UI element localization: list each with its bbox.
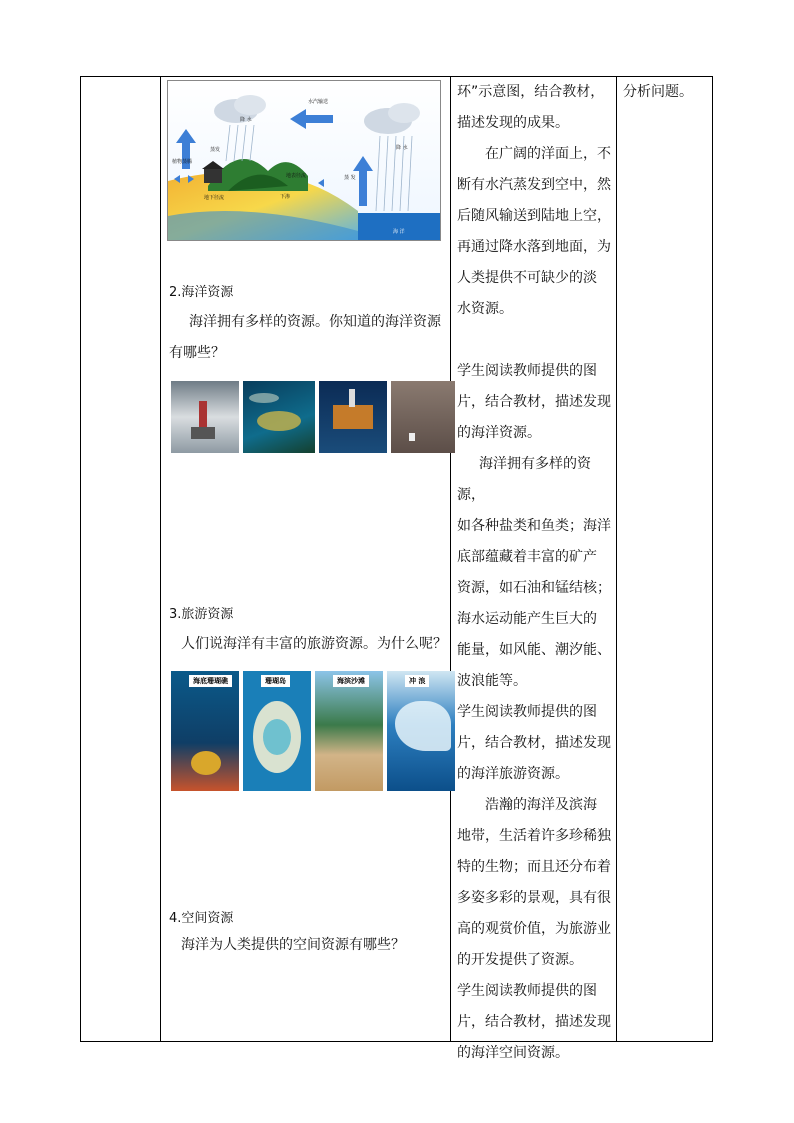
question-space-resources: 海洋为人类提供的空间资源有哪些？	[181, 937, 405, 953]
section-heading-marine-resources: 2.海洋资源	[169, 285, 234, 300]
text-line: 分析问题。	[623, 84, 693, 100]
diagram-label: 地表径流	[286, 173, 307, 179]
text-line: 地带，生活着许多珍稀独	[457, 828, 611, 844]
text-line: 学生阅读教师提供的图	[457, 363, 597, 379]
photo-coral-island	[243, 671, 311, 791]
text-line: 环”示意图，结合教材，	[457, 84, 605, 100]
water-cycle-svg	[168, 81, 440, 240]
text-line: 海水运动能产生巨大的	[457, 611, 597, 627]
question-tourism-resources: 人们说海洋有丰富的旅游资源。为什么呢？	[181, 636, 447, 652]
text-line: 水资源。	[457, 301, 513, 317]
photo-tag: 冲 浪	[405, 675, 429, 687]
photo-tidal-field	[391, 381, 455, 453]
section-heading-space-resources: 4.空间资源	[169, 911, 234, 926]
text-line: 片，结合教材，描述发现	[457, 1014, 611, 1030]
text-line: 海洋拥有多样的资源，	[457, 456, 591, 503]
photo-tag: 海底珊瑚礁	[189, 675, 232, 687]
blank-line	[451, 325, 617, 356]
text-line: 波浪能等。	[457, 673, 527, 689]
text-line: 再通过降水落到地面，为	[457, 239, 611, 255]
text-line: 在广阔的洋面上，不	[485, 146, 611, 162]
photo-tag: 珊瑚岛	[261, 675, 290, 687]
text-line: 的海洋旅游资源。	[457, 766, 569, 782]
text-line: 浩瀚的海洋及滨海	[485, 797, 597, 813]
text-line: 资源，如石油和锰结核；	[457, 580, 611, 596]
section-heading-tourism-resources: 3.旅游资源	[169, 607, 234, 622]
text-line: 学生阅读教师提供的图	[457, 983, 597, 999]
text-line: 的海洋资源。	[457, 425, 541, 441]
text-line: 底部蕴藏着丰富的矿产	[457, 549, 597, 565]
diagram-label: 蒸 发	[344, 175, 356, 181]
photo-oil-platform	[319, 381, 387, 453]
diagram-label: 植物蒸腾	[172, 159, 193, 165]
photo-salt-field	[171, 381, 239, 453]
text-line: 特的生物；而且还分布着	[457, 859, 611, 875]
photo-surfing	[387, 671, 455, 791]
text-line: 描述发现的成果。	[457, 115, 569, 131]
text-line: 能量，如风能、潮汐能、	[457, 642, 611, 658]
photo-fish-school	[243, 381, 315, 453]
design-intent-cell	[617, 77, 714, 1041]
lesson-table	[80, 76, 713, 1061]
diagram-label: 水汽输送	[308, 99, 329, 105]
text-line: 人类提供不可缺少的淡	[457, 270, 597, 286]
text-line: 片，结合教材，描述发现	[457, 394, 611, 410]
question-marine-resources-line2: 有哪些？	[169, 345, 225, 361]
diagram-label: 下渗	[280, 194, 291, 200]
diagram-label: 降 水	[240, 117, 252, 123]
text-line: 断有水汽蒸发到空中，然	[457, 177, 611, 193]
text-line: 的开发提供了资源。	[457, 952, 583, 968]
student-activity-cell	[451, 77, 617, 1061]
text-line: 如各种盐类和鱼类；海洋	[457, 518, 611, 534]
photo-coral-reef	[171, 671, 239, 791]
text-line: 片，结合教材，描述发现	[457, 735, 611, 751]
text-line: 高的观赏价值，为旅游业	[457, 921, 611, 937]
water-cycle-diagram	[167, 80, 441, 241]
text-line: 学生阅读教师提供的图	[457, 704, 597, 720]
text-line: 后随风输送到陆地上空，	[457, 208, 611, 224]
photo-beach	[315, 671, 383, 791]
diagram-label: 降 水	[396, 145, 408, 151]
text-line: 的海洋空间资源。	[457, 1045, 569, 1061]
diagram-label: 地下径流	[204, 195, 225, 201]
photo-tag: 海滨沙滩	[333, 675, 369, 687]
diagram-label: 蒸发	[210, 147, 221, 153]
text-line: 多姿多彩的景观，具有很	[457, 890, 611, 906]
diagram-label: 海 洋	[393, 229, 405, 235]
question-marine-resources-line1: 海洋拥有多样的资源。你知道的海洋资源	[189, 314, 441, 330]
